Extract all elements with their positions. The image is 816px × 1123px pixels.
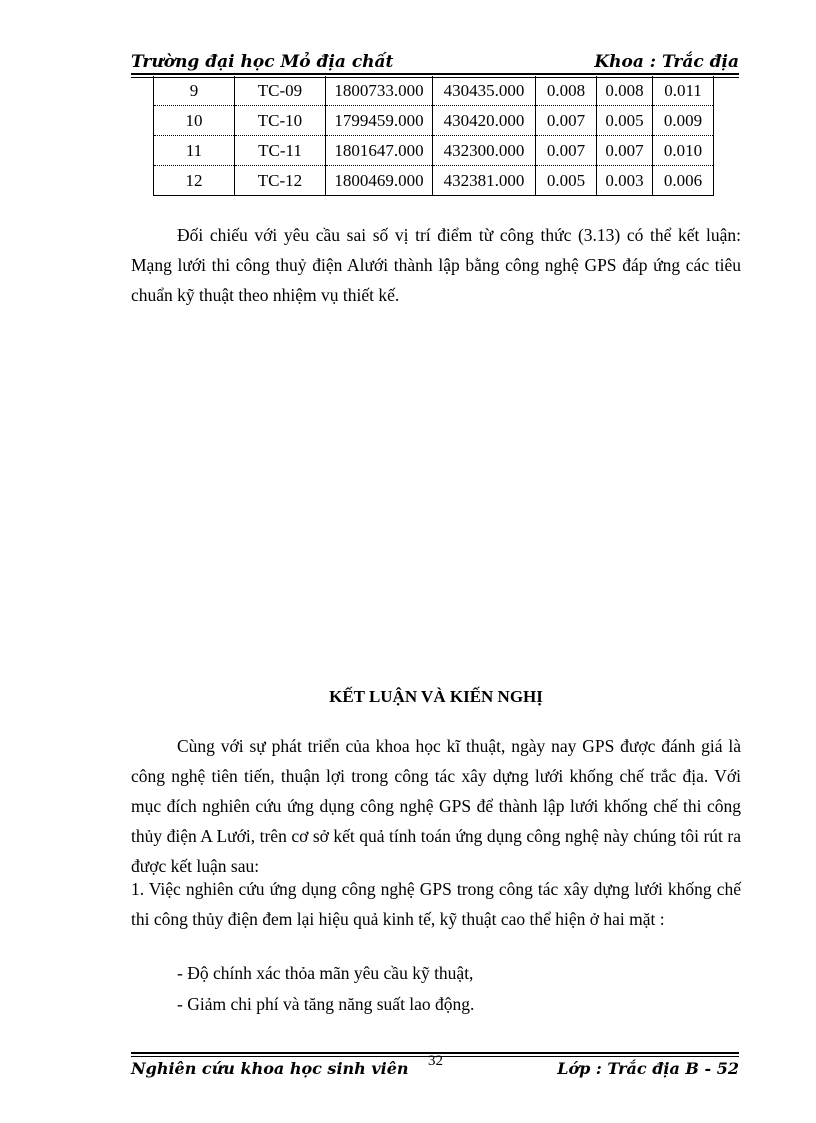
table-cell: 1800733.000	[326, 76, 433, 106]
footer-right: Lớp : Trắc địa B - 52	[557, 1059, 739, 1078]
table-row	[154, 106, 714, 136]
table-cell: 432300.000	[433, 136, 536, 166]
table-cell: 11	[154, 136, 235, 166]
table-cell: 0.011	[653, 76, 714, 106]
page-header	[131, 51, 739, 75]
table-cell: 0.008	[536, 76, 597, 106]
bullet-cost: - Giảm chi phí và tăng năng suất lao động.	[177, 994, 475, 1014]
table-cell: 0.007	[536, 136, 597, 166]
table-cell: 12	[154, 166, 235, 196]
table-cell: 0.007	[597, 136, 653, 166]
paragraph-conclusion-1: 1. Việc nghiên cứu ứng dụng công nghệ GPS trong công tác xây dựng lưới khống chế thi công thủy điện đem lại hiệu quả kinh tế, kỹ thuật cao thể hiện ở hai mặt :	[131, 879, 741, 929]
table-cell: 9	[154, 76, 235, 106]
table-cell: 430420.000	[433, 106, 536, 136]
table-cell: 0.006	[653, 166, 714, 196]
section-heading: KẾT LUẬN VÀ KIẾN NGHỊ	[329, 687, 543, 706]
table-cell: 0.007	[536, 106, 597, 136]
header-faculty: Khoa : Trắc địa	[594, 52, 739, 72]
table-cell: 0.005	[536, 166, 597, 196]
table-cell: 430435.000	[433, 76, 536, 106]
bullet-accuracy: - Độ chính xác thỏa mãn yêu cầu kỹ thuật,	[177, 963, 474, 983]
paragraph-intro: Cùng với sự phát triển của khoa học kĩ thuật, ngày nay GPS được đánh giá là công nghệ tiên tiến, thuận lợi trong công tác xây dựng lưới khống chế trắc địa. Với mục đích nghiên cứu ứng dụng công nghệ GPS để thành lập lưới khống chế thi công thủy điện A Lưới, trên cơ sở kết quả tính toán ứng dụng công nghệ này chúng tôi rút ra được kết luận sau:	[131, 736, 741, 876]
table-cell: 0.008	[597, 76, 653, 106]
table-cell: 1801647.000	[326, 136, 433, 166]
table-cell: TC-10	[235, 106, 326, 136]
paragraph-comparison: Đối chiếu với yêu cầu sai số vị trí điểm từ công thức (3.13) có thể kết luận: Mạng lưới thi công thuỷ điện Alưới thành lập bằng công nghệ GPS đáp ứng các tiêu chuẩn kỹ thuật theo nhiệm vụ thiết kế.	[131, 225, 741, 305]
table-cell: 10	[154, 106, 235, 136]
table-cell: 1799459.000	[326, 106, 433, 136]
table-cell: 0.005	[597, 106, 653, 136]
table-cell: 1800469.000	[326, 166, 433, 196]
table-cell: 432381.000	[433, 166, 536, 196]
table-row	[154, 136, 714, 166]
table-cell: TC-09	[235, 76, 326, 106]
table-cell: 0.003	[597, 166, 653, 196]
coordinates-table	[153, 76, 714, 196]
table-cell: 0.010	[653, 136, 714, 166]
page-number: 32	[428, 1053, 443, 1069]
footer-left: Nghiên cứu khoa học sinh viên	[131, 1059, 409, 1078]
table-cell: 0.009	[653, 106, 714, 136]
header-university: Trường đại học Mỏ địa chất	[131, 52, 394, 72]
table-cell: TC-12	[235, 166, 326, 196]
table-row	[154, 76, 714, 106]
table-cell: TC-11	[235, 136, 326, 166]
table-row	[154, 166, 714, 196]
